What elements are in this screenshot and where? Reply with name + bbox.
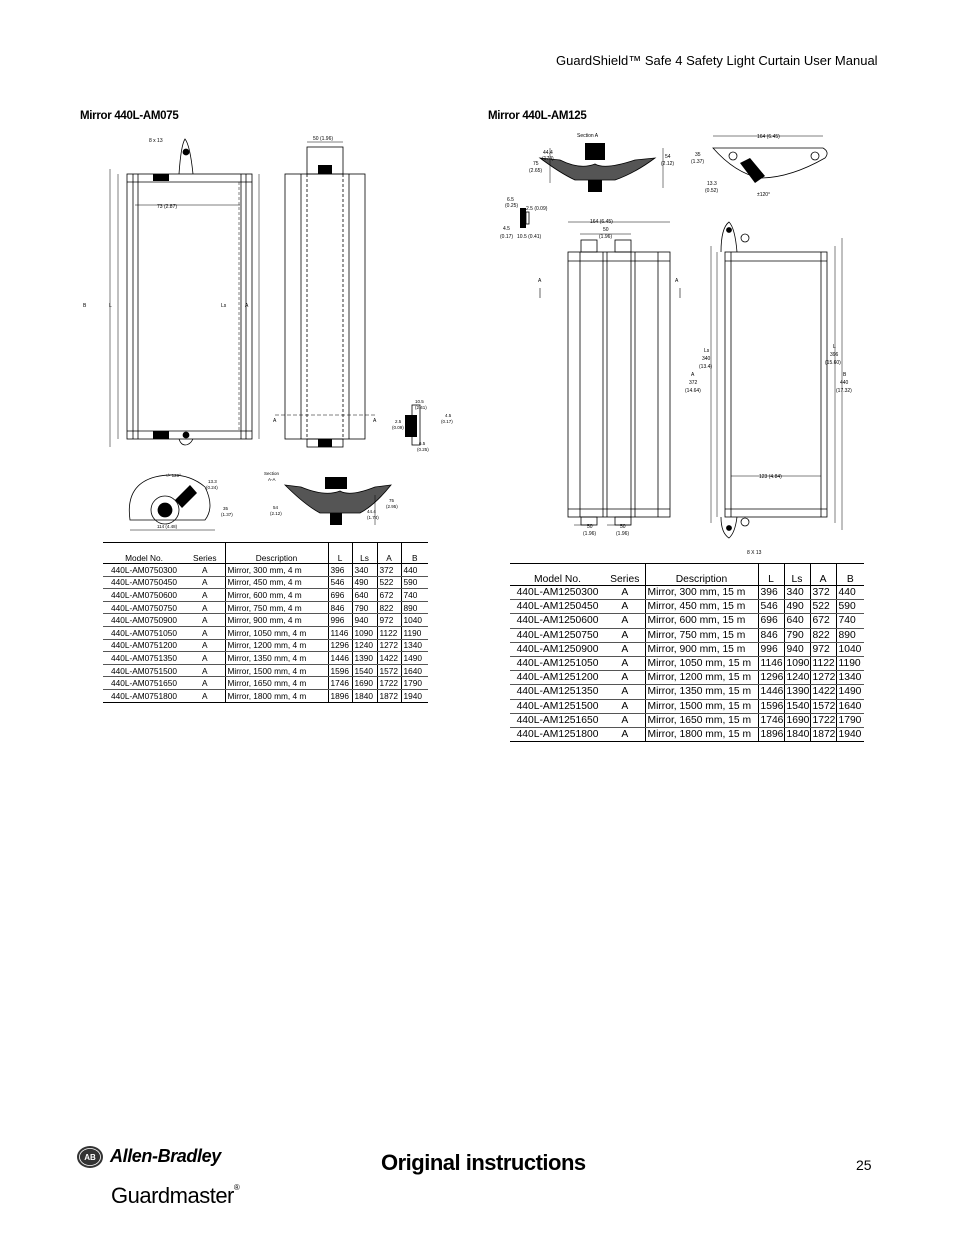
cell-l: 996 — [758, 642, 784, 656]
cell-a: 672 — [377, 589, 401, 602]
label-A: A — [245, 303, 249, 309]
label-f50b: (1.96) — [599, 234, 613, 240]
label-z4: 10.5 (0.41) — [517, 234, 542, 240]
cell-model: 440L-AM1251500 — [510, 699, 605, 713]
front-view — [83, 138, 259, 447]
label-z2: 2.5 (0.09) — [526, 206, 548, 212]
label-r5: 13.3 — [707, 181, 717, 187]
table-row — [103, 664, 428, 677]
cell-l: 396 — [328, 564, 352, 577]
label-b50bb: (1.96) — [616, 531, 630, 537]
guardmaster-text: Guardmaster — [111, 1183, 234, 1208]
label-a-value-in: (14.64) — [685, 388, 701, 394]
cell-ls: 1390 — [784, 685, 810, 699]
cell-ls: 1540 — [352, 664, 377, 677]
cell-a: 1272 — [810, 671, 836, 685]
label-section-a-left: A — [273, 418, 277, 424]
cell-description: Mirror, 300 mm, 4 m — [225, 564, 328, 577]
cell-description: Mirror, 1200 mm, 15 m — [645, 671, 758, 685]
label-l-value: 396 — [830, 352, 839, 358]
label-z1b: (0.25) — [505, 203, 519, 209]
cell-l: 1896 — [328, 689, 352, 702]
table-row — [103, 677, 428, 690]
cell-description: Mirror, 1800 mm, 15 m — [645, 727, 758, 741]
cell-ls: 1240 — [784, 671, 810, 685]
label-a-right-dim: A — [691, 372, 695, 378]
cell-model: 440L-AM1250600 — [510, 614, 605, 628]
label-h1: 13.3 — [208, 479, 217, 484]
cell-series: A — [605, 642, 645, 656]
label-d3b: (0.17) — [441, 419, 453, 424]
cell-model: 440L-AM1250900 — [510, 642, 605, 656]
label-d1: 10.5 — [415, 399, 424, 404]
cell-a: 372 — [377, 564, 401, 577]
cell-model: 440L-AM1251050 — [510, 656, 605, 670]
cell-l: 546 — [328, 576, 352, 589]
cell-b: 1490 — [401, 652, 428, 665]
cell-b: 1790 — [401, 677, 428, 690]
cell-b: 740 — [401, 589, 428, 602]
cell-description: Mirror, 1050 mm, 15 m — [645, 656, 758, 670]
label-a-left: A — [538, 278, 542, 284]
cell-series: A — [605, 713, 645, 727]
cell-a: 1572 — [377, 664, 401, 677]
cell-l: 846 — [758, 628, 784, 642]
cell-l: 996 — [328, 614, 352, 627]
cell-series: A — [605, 628, 645, 642]
cell-b: 1040 — [401, 614, 428, 627]
label-section: Section — [264, 471, 280, 476]
cell-a: 1122 — [377, 626, 401, 639]
cell-l: 396 — [758, 586, 784, 600]
cell-description: Mirror, 600 mm, 15 m — [645, 614, 758, 628]
cell-model: 440L-AM1251350 — [510, 685, 605, 699]
cell-ls: 1090 — [784, 656, 810, 670]
cell-b: 1790 — [836, 713, 864, 727]
table-row — [510, 713, 864, 727]
cell-a: 1722 — [810, 713, 836, 727]
cell-b: 1940 — [836, 727, 864, 741]
bracket-top-view-right — [691, 134, 827, 198]
cell-a: 1422 — [810, 685, 836, 699]
label-d4: 6.5 — [419, 441, 426, 446]
section-aa-view — [264, 471, 398, 525]
cell-ls: 340 — [352, 564, 377, 577]
label-ls-right: Ls — [704, 348, 710, 354]
table-row — [103, 564, 428, 577]
table-row — [510, 699, 864, 713]
label-angle: +/- 120° — [165, 473, 181, 478]
table-row — [510, 685, 864, 699]
col-model: Model No. — [510, 564, 605, 586]
table-row — [103, 614, 428, 627]
col-description: Description — [225, 543, 328, 564]
registered-mark: ® — [233, 1183, 240, 1192]
cell-description: Mirror, 900 mm, 4 m — [225, 614, 328, 627]
cell-model: 440L-AM1250450 — [510, 600, 605, 614]
label-b50a: 50 — [587, 524, 593, 530]
cell-l: 1446 — [758, 685, 784, 699]
table-row — [510, 614, 864, 628]
cell-ls: 940 — [784, 642, 810, 656]
cell-series: A — [605, 656, 645, 670]
cell-b: 1640 — [836, 699, 864, 713]
cell-a: 1272 — [377, 639, 401, 652]
section-title-am125: Mirror 440L-AM125 — [488, 110, 587, 122]
label-r3b: (2.12) — [661, 161, 675, 167]
label-inner-width: 73 (2.87) — [157, 204, 178, 210]
cell-a: 522 — [377, 576, 401, 589]
cell-description: Mirror, 1800 mm, 4 m — [225, 689, 328, 702]
cell-model: 440L-AM0750600 — [103, 589, 185, 602]
cell-model: 440L-AM0750750 — [103, 601, 185, 614]
cell-l: 1896 — [758, 727, 784, 741]
cell-series: A — [185, 652, 225, 665]
cell-ls: 1390 — [352, 652, 377, 665]
cell-description: Mirror, 1500 mm, 15 m — [645, 699, 758, 713]
cell-series: A — [605, 699, 645, 713]
cell-b: 1640 — [401, 664, 428, 677]
label-d4b: (0.25) — [417, 447, 429, 452]
cell-l: 1596 — [758, 699, 784, 713]
cell-model: 440L-AM0750900 — [103, 614, 185, 627]
table-row — [510, 727, 864, 741]
section-title-am075: Mirror 440L-AM075 — [80, 110, 179, 122]
cell-series: A — [185, 564, 225, 577]
cell-ls: 1090 — [352, 626, 377, 639]
cell-ls: 640 — [784, 614, 810, 628]
cell-b: 890 — [836, 628, 864, 642]
label-h1b: (0.24) — [206, 485, 218, 490]
cell-description: Mirror, 300 mm, 15 m — [645, 586, 758, 600]
label-s2: 44.4 — [367, 509, 376, 514]
label-hole: 8 x 13 — [149, 138, 163, 144]
drawing-am075 — [75, 125, 455, 540]
table-row — [510, 671, 864, 685]
cell-model: 440L-AM0751650 — [103, 677, 185, 690]
cell-ls: 1840 — [784, 727, 810, 741]
guardmaster-logo — [111, 1183, 239, 1209]
cell-model: 440L-AM0751500 — [103, 664, 185, 677]
cell-series: A — [185, 576, 225, 589]
cell-l: 1296 — [328, 639, 352, 652]
label-a-value: 372 — [689, 380, 698, 386]
label-a-right: A — [675, 278, 679, 284]
ab-logo-badge — [76, 1145, 104, 1169]
cell-series: A — [605, 600, 645, 614]
ab-logo-badge-text: AB — [84, 1153, 96, 1162]
label-ls-value-in: (13.4) — [699, 364, 713, 370]
cell-description: Mirror, 1050 mm, 4 m — [225, 626, 328, 639]
table-row — [103, 639, 428, 652]
table-row — [103, 626, 428, 639]
col-b: B — [836, 564, 864, 586]
cell-ls: 940 — [352, 614, 377, 627]
cell-a: 672 — [810, 614, 836, 628]
cell-series: A — [185, 664, 225, 677]
label-r1b: (174) — [542, 156, 554, 162]
cell-l: 1296 — [758, 671, 784, 685]
page-header-title: GuardShield™ Safe 4 Safety Light Curtain User Manual — [556, 53, 878, 68]
label-r1: 44.4 — [543, 150, 553, 156]
cell-description: Mirror, 450 mm, 4 m — [225, 576, 328, 589]
label-holes: 8 X 13 — [747, 550, 762, 556]
cell-a: 1422 — [377, 652, 401, 665]
cell-model: 440L-AM1250300 — [510, 586, 605, 600]
cell-a: 1572 — [810, 699, 836, 713]
cell-b: 1940 — [401, 689, 428, 702]
cell-model: 440L-AM0751050 — [103, 626, 185, 639]
cell-series: A — [185, 677, 225, 690]
cell-l: 1146 — [328, 626, 352, 639]
label-f50: 50 — [603, 227, 609, 233]
cell-l: 1146 — [758, 656, 784, 670]
cell-ls: 1690 — [352, 677, 377, 690]
side-view — [273, 136, 377, 447]
cell-a: 1122 — [810, 656, 836, 670]
label-angle-right: ±120° — [757, 192, 771, 198]
table-row — [103, 689, 428, 702]
label-B: B — [83, 303, 87, 309]
cell-b: 590 — [836, 600, 864, 614]
cell-b: 1490 — [836, 685, 864, 699]
col-a: A — [810, 564, 836, 586]
cell-model: 440L-AM0751200 — [103, 639, 185, 652]
cell-model: 440L-AM1250750 — [510, 628, 605, 642]
col-l: L — [328, 543, 352, 564]
label-r4b: (1.37) — [691, 159, 705, 165]
z-detail — [500, 197, 548, 240]
col-series: Series — [185, 543, 225, 564]
col-series: Series — [605, 564, 645, 586]
cell-ls: 1540 — [784, 699, 810, 713]
cell-b: 1190 — [401, 626, 428, 639]
cell-l: 1746 — [328, 677, 352, 690]
front-view-right — [538, 219, 680, 537]
label-L: L — [109, 303, 112, 309]
label-r5b: (0.52) — [705, 188, 719, 194]
label-l-right: L — [833, 344, 836, 350]
cell-model: 440L-AM1251800 — [510, 727, 605, 741]
cell-b: 1040 — [836, 642, 864, 656]
cell-model: 440L-AM1251200 — [510, 671, 605, 685]
bracket-top-view — [129, 473, 233, 530]
cell-model: 440L-AM0751800 — [103, 689, 185, 702]
cell-description: Mirror, 1650 mm, 4 m — [225, 677, 328, 690]
col-l: L — [758, 564, 784, 586]
cell-model: 440L-AM0751350 — [103, 652, 185, 665]
cell-a: 1722 — [377, 677, 401, 690]
cell-series: A — [605, 586, 645, 600]
cell-series: A — [185, 614, 225, 627]
cell-ls: 340 — [784, 586, 810, 600]
table-am075 — [103, 542, 428, 703]
cell-description: Mirror, 900 mm, 15 m — [645, 642, 758, 656]
cell-description: Mirror, 1200 mm, 4 m — [225, 639, 328, 652]
table-row — [103, 652, 428, 665]
cell-description: Mirror, 1500 mm, 4 m — [225, 664, 328, 677]
cell-l: 1746 — [758, 713, 784, 727]
allen-bradley-logo: Allen-Bradley — [110, 1146, 221, 1166]
cell-a: 972 — [810, 642, 836, 656]
label-h2b: (1.37) — [221, 512, 233, 517]
cell-a: 522 — [810, 600, 836, 614]
cell-description: Mirror, 450 mm, 15 m — [645, 600, 758, 614]
col-ls: Ls — [352, 543, 377, 564]
cell-model: 440L-AM0750300 — [103, 564, 185, 577]
cell-b: 1190 — [836, 656, 864, 670]
cell-l: 696 — [758, 614, 784, 628]
cell-description: Mirror, 750 mm, 4 m — [225, 601, 328, 614]
cell-a: 1872 — [810, 727, 836, 741]
col-model: Model No. — [103, 543, 185, 564]
cell-ls: 490 — [352, 576, 377, 589]
label-r4: 35 — [695, 152, 701, 158]
cell-description: Mirror, 1350 mm, 4 m — [225, 652, 328, 665]
cell-ls: 490 — [784, 600, 810, 614]
cell-series: A — [605, 685, 645, 699]
label-r2: 75 — [533, 161, 539, 167]
cell-a: 822 — [810, 628, 836, 642]
cell-series: A — [185, 601, 225, 614]
label-z1: 6.5 — [507, 197, 514, 203]
label-section-a-right: A — [373, 418, 377, 424]
table-am125 — [510, 563, 864, 742]
label-s3: 75 — [389, 498, 395, 503]
cell-description: Mirror, 750 mm, 15 m — [645, 628, 758, 642]
table-row — [103, 601, 428, 614]
label-h2: 35 — [223, 506, 229, 511]
cell-l: 546 — [758, 600, 784, 614]
section-a-view — [529, 133, 674, 192]
cell-b: 440 — [836, 586, 864, 600]
label-r2b: (2.65) — [529, 168, 543, 174]
label-b50b: 50 — [620, 524, 626, 530]
cell-l: 1596 — [328, 664, 352, 677]
label-b-value-in: (17.32) — [836, 388, 852, 394]
cell-series: A — [185, 639, 225, 652]
label-wbottom: 114 (4.48) — [157, 524, 178, 529]
label-w164: 164 (6.45) — [757, 134, 780, 140]
table-row — [510, 642, 864, 656]
cell-ls: 1690 — [784, 713, 810, 727]
cell-b: 590 — [401, 576, 428, 589]
cell-series: A — [185, 589, 225, 602]
cell-series: A — [605, 727, 645, 741]
cell-b: 740 — [836, 614, 864, 628]
label-d2: 2.5 — [395, 419, 402, 424]
cell-b: 1340 — [401, 639, 428, 652]
col-description: Description — [645, 564, 758, 586]
side-view-right — [685, 222, 852, 556]
detail-view — [392, 399, 453, 452]
cell-description: Mirror, 1650 mm, 15 m — [645, 713, 758, 727]
cell-a: 822 — [377, 601, 401, 614]
table-row — [103, 576, 428, 589]
label-Ls: Ls — [221, 303, 227, 309]
cell-b: 890 — [401, 601, 428, 614]
cell-a: 1872 — [377, 689, 401, 702]
cell-ls: 640 — [352, 589, 377, 602]
label-r3: 54 — [665, 154, 671, 160]
label-s1b: (2.12) — [270, 511, 282, 516]
cell-a: 372 — [810, 586, 836, 600]
cell-description: Mirror, 600 mm, 4 m — [225, 589, 328, 602]
cell-series: A — [185, 689, 225, 702]
cell-series: A — [605, 614, 645, 628]
label-b-right: B — [843, 372, 847, 378]
label-w123: 123 (4.84) — [759, 474, 782, 480]
table-row — [510, 656, 864, 670]
label-z3b: (0.17) — [500, 234, 514, 240]
table-row — [510, 586, 864, 600]
table-header-row — [510, 564, 864, 586]
cell-model: 440L-AM1251650 — [510, 713, 605, 727]
cell-ls: 790 — [352, 601, 377, 614]
label-d3: 4.5 — [445, 413, 452, 418]
label-s2b: (1.74) — [367, 515, 379, 520]
label-z3: 4.5 — [503, 226, 510, 232]
label-section-a: Section A — [577, 133, 599, 139]
cell-l: 1446 — [328, 652, 352, 665]
cell-ls: 790 — [784, 628, 810, 642]
label-l-value-in: (15.60) — [825, 360, 841, 366]
cell-description: Mirror, 1350 mm, 15 m — [645, 685, 758, 699]
cell-l: 846 — [328, 601, 352, 614]
table-row — [510, 600, 864, 614]
cell-a: 972 — [377, 614, 401, 627]
table-row — [510, 628, 864, 642]
label-width-top: 50 (1.96) — [313, 136, 334, 142]
cell-series: A — [605, 671, 645, 685]
label-b-value: 440 — [840, 380, 849, 386]
cell-ls: 1240 — [352, 639, 377, 652]
label-b50ab: (1.96) — [583, 531, 597, 537]
cell-l: 696 — [328, 589, 352, 602]
label-s3b: (2.95) — [386, 504, 398, 509]
cell-ls: 1840 — [352, 689, 377, 702]
label-f164: 164 (6.45) — [590, 219, 613, 225]
cell-series: A — [185, 626, 225, 639]
table-row — [103, 589, 428, 602]
page-number: 25 — [856, 1157, 872, 1173]
footer-original-instructions: Original instructions — [381, 1150, 586, 1175]
col-b: B — [401, 543, 428, 564]
col-a: A — [377, 543, 401, 564]
table-header-row — [103, 543, 428, 564]
label-s1: 54 — [273, 505, 279, 510]
cell-b: 440 — [401, 564, 428, 577]
drawing-am125 — [485, 128, 865, 558]
label-ls-value: 340 — [702, 356, 711, 362]
label-d1b: (2.41) — [415, 405, 427, 410]
cell-b: 1340 — [836, 671, 864, 685]
cell-model: 440L-AM0750450 — [103, 576, 185, 589]
col-ls: Ls — [784, 564, 810, 586]
label-section-aa: A-A — [268, 477, 276, 482]
label-d2b: (0.09) — [392, 425, 404, 430]
